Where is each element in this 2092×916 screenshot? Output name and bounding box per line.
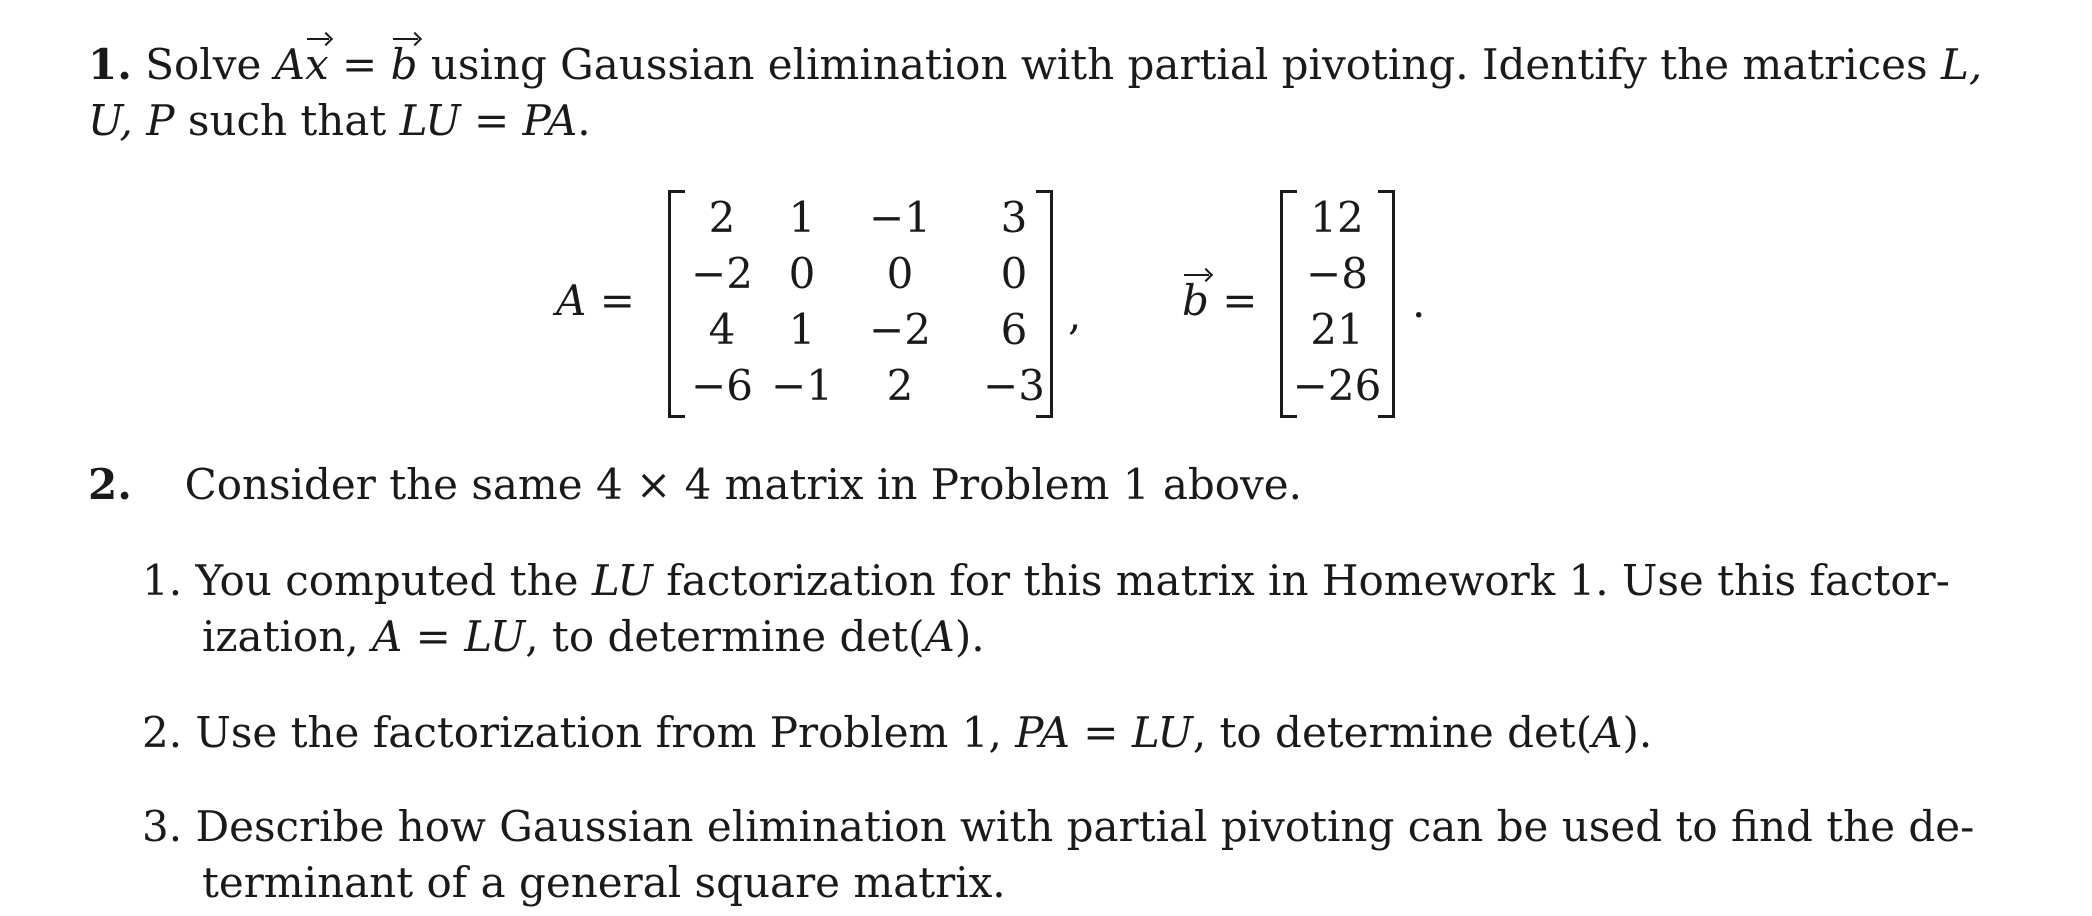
problem1-x-vector: x [305,40,329,89]
matrix-A-label [556,276,635,325]
item2-text-b: , to determine det( [1192,708,1593,757]
problem2-number: 2. [88,460,132,509]
matrix-A-cell: 0 [886,249,914,298]
item2-equals: = [1083,708,1119,757]
item2-PA-symbol: PA [1015,708,1070,757]
matrix-A-cell: 6 [1000,305,1028,354]
vector-b-cell: −8 [1306,249,1368,298]
problem2-item2-line1 [142,708,1653,757]
matrix-A-cell: 1 [788,305,816,354]
item1-LU-symbol: LU [591,556,653,605]
item2-A-symbol: A [1592,708,1623,757]
item1-text-b: factorization for this matrix in Homework 1. Use this factor- [666,556,1950,605]
item3-number: 3. [142,802,183,851]
item1-line2-a: ization, [202,612,359,661]
vector-b-equals: = [1222,276,1258,325]
matrix-A-cell: −1 [771,361,833,410]
vector-b-cell: 21 [1310,305,1364,354]
item2-text-c: ). [1622,708,1653,757]
matrix-A-cell: −3 [983,361,1045,410]
problem2-intro: Consider the same 4 × 4 matrix in Problem 1 above. [184,460,1302,509]
matrix-A-cell: −6 [691,361,753,410]
problem1-line2 [88,96,591,145]
item2-LU-symbol: LU [1131,708,1193,757]
matrix-A-cell: 2 [886,361,914,410]
item1-line2-c: ). [954,612,985,661]
item1-equals: = [415,612,451,661]
problem1-L-symbol: L, [1940,40,1983,89]
vector-b [1292,190,1382,414]
matrix-A-cell: −2 [691,249,753,298]
vector-b-cell: 12 [1310,193,1364,242]
problem1-A-symbol: A [274,40,305,89]
matrix-A-cell: −2 [869,305,931,354]
problem1-PA-symbol: PA [522,96,578,145]
problem1-number: 1. [88,40,132,89]
item3-text-line1: Describe how Gaussian elimination with partial pivoting can be used to find the de- [195,802,1975,851]
matrix-A-cell: 2 [708,193,736,242]
problem1-equals-2: = [473,96,510,145]
item1-line2-b: , to determine det( [525,612,925,661]
matrix-A [682,190,1070,414]
item1-number: 1. [142,556,183,605]
problem1-line1 [88,40,1983,89]
item2-text-a: Use the factorization from Problem 1, [195,708,1002,757]
vector-b-label [1182,276,1258,325]
vector-b-right-bracket [1378,190,1395,418]
matrix-A-cell: 0 [788,249,816,298]
matrix-A-equals: = [599,276,635,325]
problem1-solve-word: Solve [145,40,262,89]
item1-LU-symbol-2: LU [464,612,526,661]
problem1-such-that: such that [187,96,387,145]
item1-A-symbol-2: A [924,612,955,661]
problem1-line1-text: using Gaussian elimination with partial pivoting. Identify the matrices [430,40,1928,89]
problem2-intro-line [88,460,1302,509]
problem1-period: . [577,96,591,145]
matrix-A-cell: −1 [869,193,931,242]
matrix-A-cell: 1 [788,193,816,242]
problem2-item1-line1 [142,556,1950,605]
vector-b-symbol: b [1182,276,1209,325]
item1-text-a: You computed the [195,556,579,605]
problem1-equals: = [342,40,378,89]
problem1-b-vector: b [390,40,418,89]
matrix-A-right-bracket [1036,190,1053,418]
item2-number: 2. [142,708,183,757]
problem1-P-symbol: P [146,96,175,145]
item3-text-line2: terminant of a general square matrix. [202,858,1006,907]
matrix-A-cell: 3 [1000,193,1028,242]
vector-b-cell: −26 [1292,361,1382,410]
vector-b-period: . [1412,278,1426,327]
problem2-item3-line1 [142,802,1975,851]
matrix-A-cell: 0 [1000,249,1028,298]
matrix-A-symbol: A [556,276,587,325]
problem2-item3-line2 [202,858,1006,907]
matrix-A-comma: , [1068,290,1082,339]
problem1-LU-symbol: LU [399,96,461,145]
problem2-item1-line2 [202,612,985,661]
matrix-A-cell: 4 [708,305,736,354]
item1-A-symbol: A [371,612,403,661]
problem1-U-symbol: U, [88,96,133,145]
